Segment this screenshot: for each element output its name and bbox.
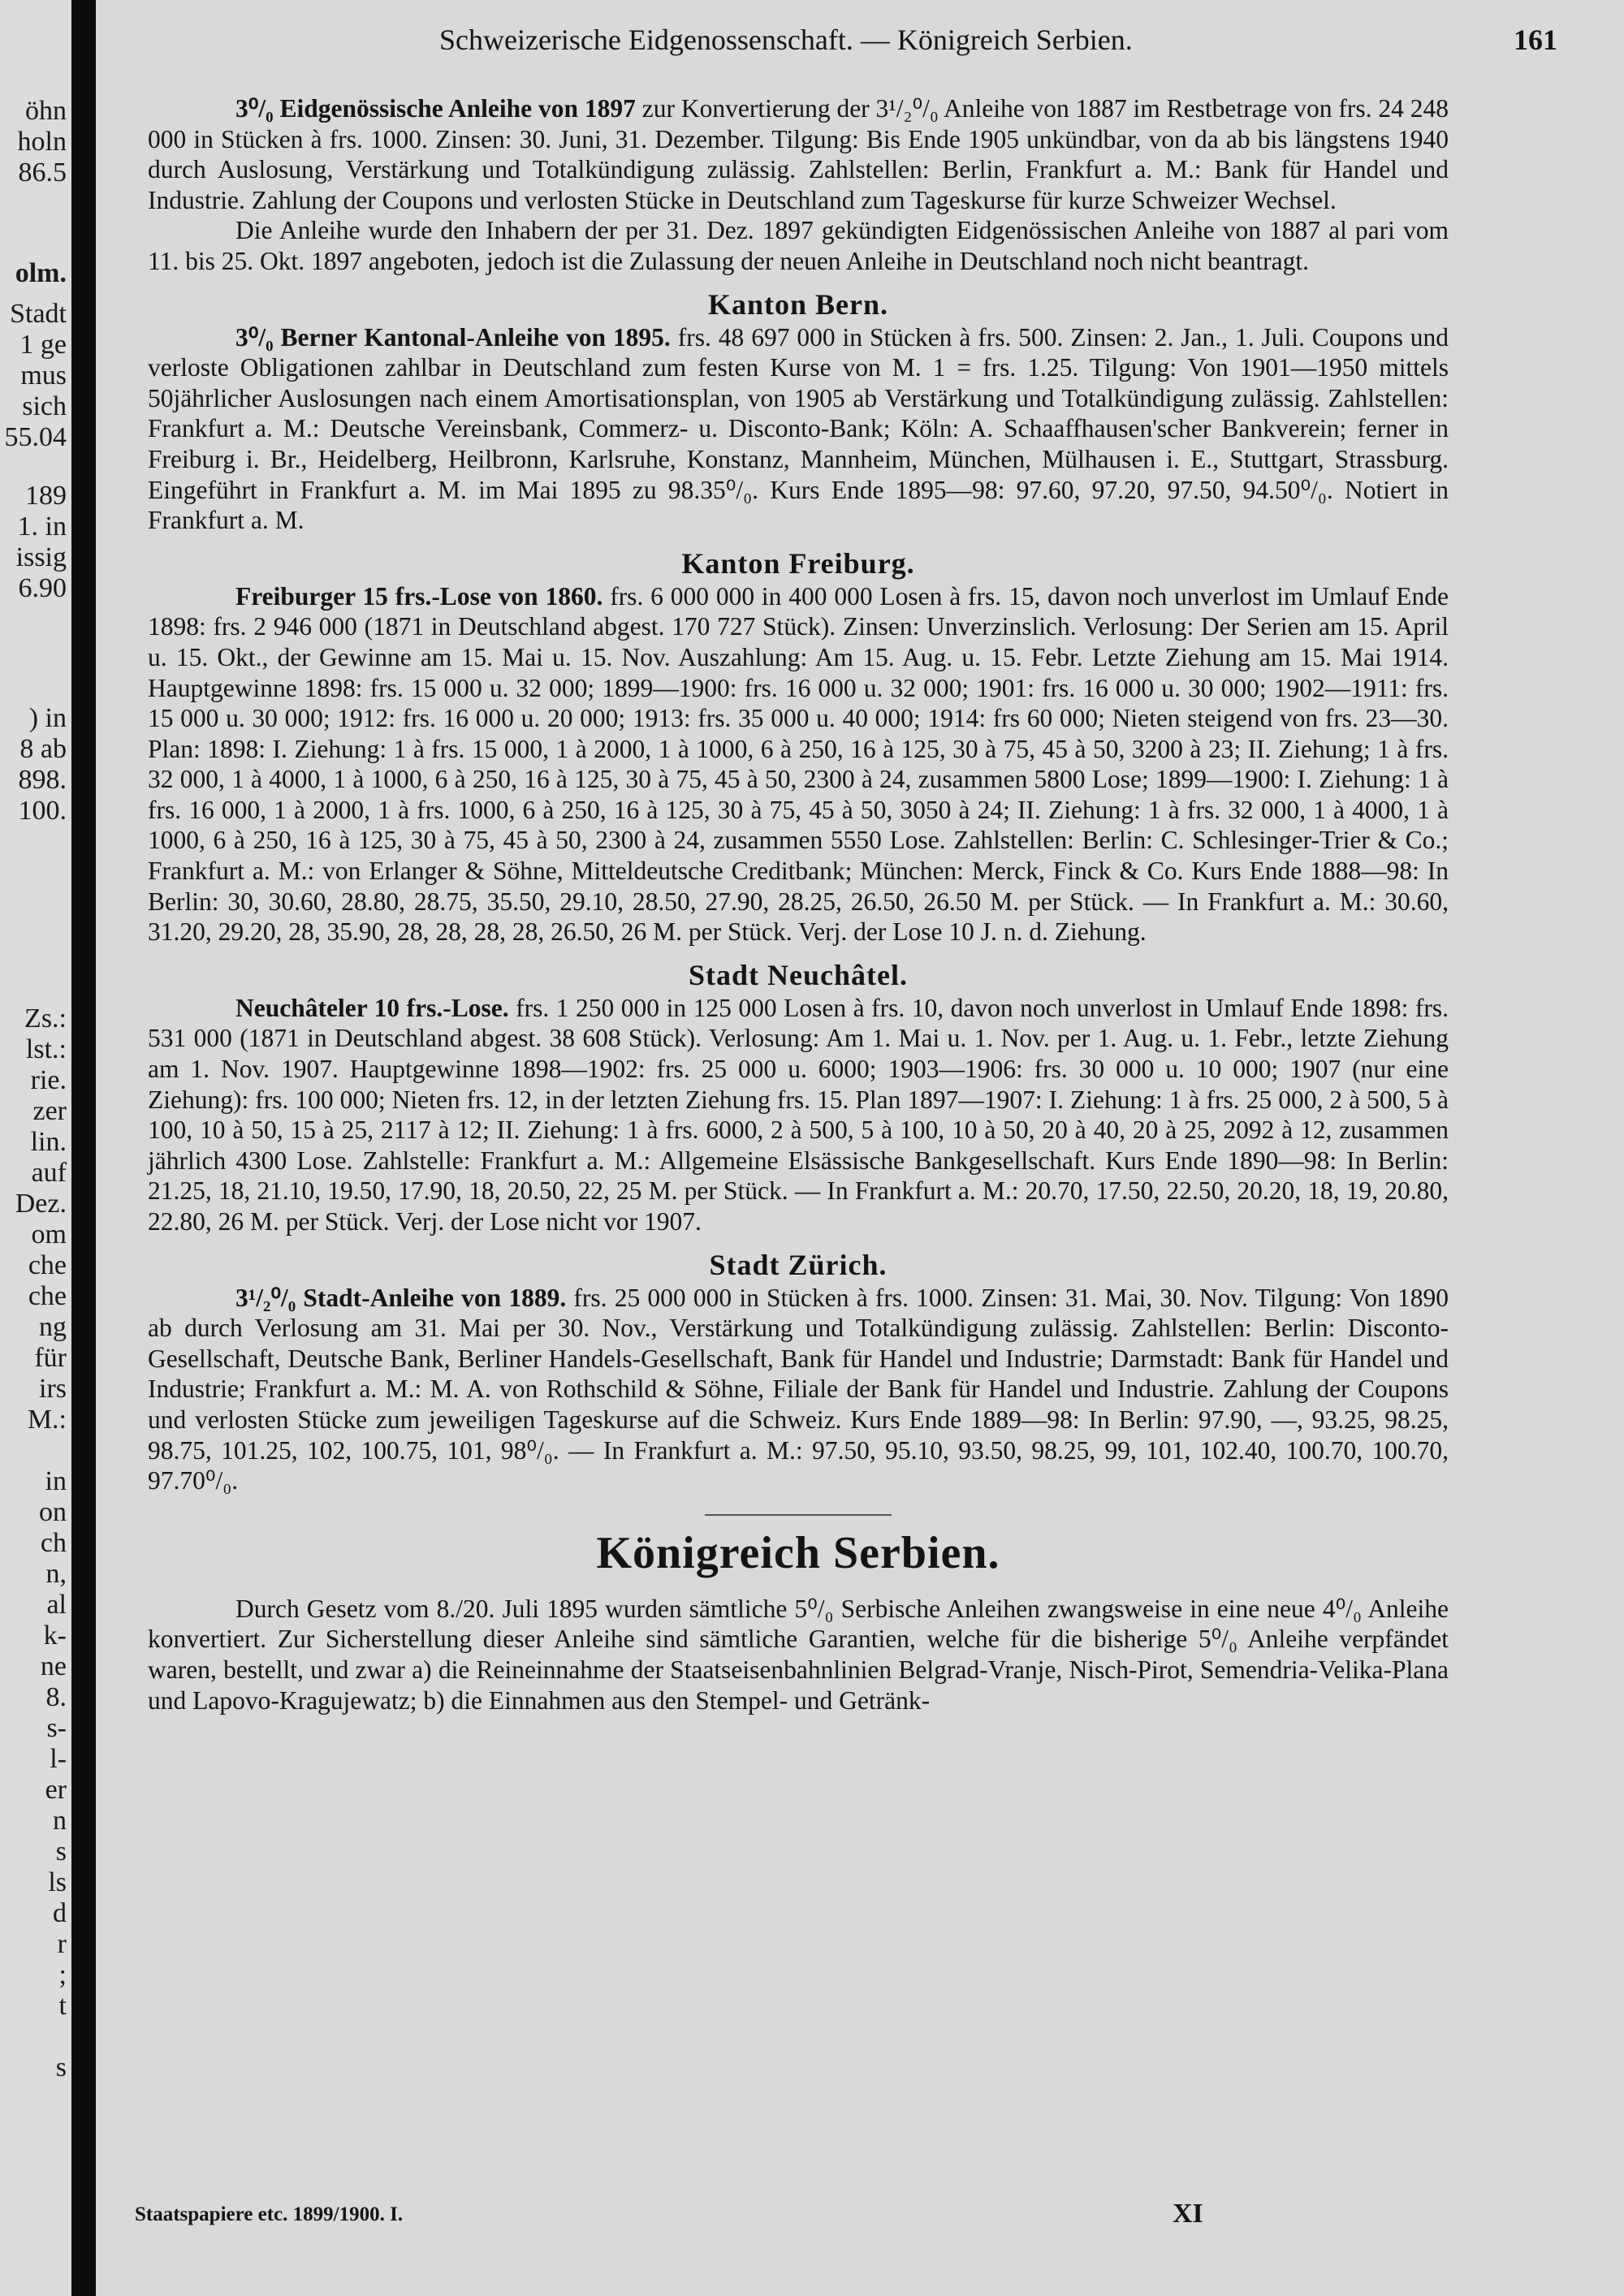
facing-page-fragment: M.: (27, 1405, 67, 1435)
facing-page-edge (0, 0, 71, 2296)
facing-page-fragment: r (57, 1929, 67, 1959)
facing-page-fragment: al (46, 1590, 67, 1620)
facing-page-fragment: sich (22, 391, 67, 421)
running-header (339, 23, 1557, 58)
facing-page-fragment: irs (39, 1374, 67, 1404)
facing-page-fragment: mus (20, 360, 67, 391)
entry-title: Neuchâteler 10 frs.-Lose. (235, 993, 509, 1022)
facing-page-fragment: zer (32, 1096, 67, 1126)
facing-page-fragment: 8. (45, 1682, 67, 1712)
section-heading: Kanton Freiburg. (681, 546, 915, 580)
entry-paragraph (148, 215, 1449, 276)
entry-title: 3⁰/₀ Eidgenössische Anleihe von 1897 (235, 94, 636, 123)
entry-paragraph (148, 581, 1449, 947)
section-kanton-bern (148, 288, 1449, 536)
facing-page-fragment: s- (46, 1713, 67, 1743)
facing-page-fragment: om (31, 1219, 67, 1249)
facing-page-fragment: olm. (15, 258, 67, 288)
facing-page-fragment: ls (48, 1867, 67, 1897)
section-stadt-neuchatel (148, 959, 1449, 1237)
section-heading: Kanton Bern. (707, 287, 889, 321)
entry-text: frs. 48 697 000 in Stücken à frs. 500. Zinsen: 2. Jan., 1. Juli. Coupons und verloste Obligationen zahlbar in Deutschland zum festen Kurse von M. 1 = frs. 1.25. Tilgung: Von 1901—1950 mittels 50jährlicher Auslosungen nach einem Amortisationsplan, von 1905 ab Verstärkung und Totalkündigung zulässig. Zahlstellen: Frankfurt a. M.: Deutsche Vereinsbank, Commerz- u. Disconto-Bank; Köln: A. Schaaffhausen'scher Bankverein; ferner in Freiburg i. Br., Heidelberg, Heilbronn, Karlsruhe, Konstanz, Mannheim, München, Mülhausen i. E., Stuttgart, Strassburg. Eingeführt in Frankfurt a. M. im Mai 1895 zu 98.35⁰/₀. Kurs Ende 1895—98: 97.60, 97.20, 97.50, 94.50⁰/₀. Notiert in Frankfurt a. M. (148, 322, 1449, 535)
facing-page-fragment: lst.: (25, 1034, 67, 1064)
facing-page-fragment: che (28, 1281, 67, 1311)
facing-page-fragment: Stadt (10, 299, 67, 329)
facing-page-fragment: che (28, 1250, 67, 1280)
facing-page-fragment: rie. (30, 1065, 67, 1095)
running-title: Schweizerische Eidgenossenschaft. — Königreich Serbien. (439, 24, 1133, 56)
facing-page-fragment: Zs.: (24, 1003, 67, 1034)
footer-sheet-number: XI (1173, 2199, 1203, 2229)
entry-title: 3¹/₂⁰/₀ Stadt-Anleihe von 1889. (235, 1283, 567, 1312)
entry-paragraph (148, 322, 1449, 536)
entry-paragraph (148, 1283, 1449, 1496)
footer-signature: Staatspapiere etc. 1899/1900. I. (135, 2203, 404, 2225)
facing-page-fragment: auf (31, 1158, 67, 1188)
facing-page-fragment: ) in (28, 703, 67, 733)
facing-page-fragment: 8 ab (19, 734, 67, 764)
section-stadt-zurich (148, 1249, 1449, 1496)
facing-page-fragment: t (58, 1991, 67, 2021)
facing-page-fragment: in (45, 1466, 67, 1496)
facing-page-fragment: 1 ge (19, 330, 67, 360)
facing-page-fragment: er (45, 1775, 67, 1805)
section-divider (705, 1514, 892, 1516)
facing-page-fragment: n (53, 1806, 67, 1836)
section-kanton-freiburg (148, 547, 1449, 947)
country-heading: Königreich Serbien. (596, 1527, 1000, 1578)
entry-title: Freiburger 15 frs.-Lose von 1860. (235, 581, 603, 611)
entry-title: 3⁰/₀ Berner Kantonal-Anleihe von 1895. (235, 322, 671, 352)
facing-page-fragment: s (55, 2052, 67, 2082)
facing-page-fragment: d (53, 1898, 67, 1928)
book-gutter (71, 0, 96, 2296)
section-serbien (148, 1527, 1449, 1716)
facing-page-fragment: 1. in (17, 511, 67, 542)
facing-page-fragment: 898. (18, 765, 67, 795)
entry-text: zur Konvertierung der 3¹/₂⁰/₀ Anleihe von 1887 im Restbetrage von frs. 24 248 000 in Stücken à frs. 1000. Zinsen: 30. Juni, 31. Dezember. Tilgung: Bis Ende 1905 unkündbar, von da ab bis längstens 1940 durch Auslosung, Verstärkung und Totalkündigung zulässig. Zahlstellen: Berlin, Frankfurt a. M.: Bank für Handel und Industrie. Zahlung der Coupons und verlosten Stücke in Deutschland zum Tageskurse für kurze Schweizer Wechsel. (148, 94, 1449, 214)
facing-page-fragment: 100. (18, 796, 67, 826)
facing-page-fragment: für (34, 1343, 67, 1373)
facing-page-fragment: öhn (25, 96, 67, 126)
facing-page-fragment: ch (40, 1528, 67, 1558)
facing-page-fragment: 189 (25, 481, 67, 511)
section-eidgenossenschaft (148, 93, 1449, 277)
page-body (148, 93, 1449, 1716)
facing-page-fragment: lin. (30, 1127, 67, 1157)
entry-paragraph (148, 93, 1449, 215)
entry-paragraph (148, 993, 1449, 1237)
entry-text: frs. 1 250 000 in 125 000 Losen à frs. 10, davon noch unverlost in Umlauf Ende 1898: frs. 531 000 (1871 in Deutschland abgest. 38 608 Stück). Verlosung: Am 1. Mai u. 1. Nov. per 1. Aug. u. 1. Febr., letzte Ziehung am 1. Nov. 1907. Hauptgewinne 1898—1902: frs. 25 000 u. 6000; 1903—1906: frs. 30 000 u. 10 000; 1907 (nur eine Ziehung): frs. 100 000; Nieten frs. 12, in der letzten Ziehung frs. 15. Plan 1897—1907: I. Ziehung: 1 à frs. 25 000, 2 à 500, 5 à 100, 10 à 50, 15 à 25, 2117 à 12; II. Ziehung: 1 à frs. 6000, 2 à 500, 5 à 100, 10 à 50, 20 à 40, 20 à 25, 2092 à 12, zusammen jährlich 4300 Lose. Zahlstelle: Frankfurt a. M.: Allgemeine Elsässische Bankgesellschaft. Kurs Ende 1890—98: In Berlin: 21.25, 18, 21.10, 19.50, 17.90, 18, 20.50, 22, 25 M. per Stück. — In Frankfurt a. M.: 20.70, 17.50, 22.50, 20.20, 18, 19, 20.80, 22.80, 26 M. per Stück. Verj. der Lose nicht vor 1907. (148, 993, 1449, 1236)
facing-page-fragment: on (39, 1497, 67, 1527)
facing-page-fragment: 55.04 (4, 422, 67, 452)
page-footer (135, 2199, 1272, 2231)
facing-page-fragment: ng (39, 1312, 67, 1342)
entry-text: frs. 6 000 000 in 400 000 Losen à frs. 15, davon noch unverlost im Umlauf Ende 1898: frs. 2 946 000 (1871 in Deutschland abgest. 170 727 Stück). Zinsen: Unverzinslich. Verlosung: Der Serien am 15. April u. 15. Okt., der Gewinne am 15. Mai u. 15. Nov. Auszahlung: Am 15. Aug. u. 15. Febr. Letzte Ziehung am 15. Mai 1914. Hauptgewinne 1898: frs. 15 000 u. 32 000; 1899—1900: frs. 16 000 u. 32 000; 1901: frs. 16 000 u. 30 000; 1902—1911: frs. 15 000 u. 30 000; 1912: frs. 16 000 u. 20 000; 1913: frs. 35 000 u. 40 000; 1914: frs 60 000; Nieten steigend von frs. 23—30. Plan: 1898: I. Ziehung: 1 à frs. 15 000, 1 à 2000, 1 à 1000, 6 à 250, 16 à 125, 30 à 75, 45 à 50, 3200 à 23; II. Ziehung; 1 à frs. 32 000, 1 à 4000, 1 à 1000, 6 à 250, 16 à 125, 30 à 75, 45 à 50, 2300 à 24, zusammen 5800 Lose; 1899—1900: I. Ziehung: 1 à frs. 16 000, 1 à 2000, 1 à frs. 1000, 6 à 250, 16 à 125, 30 à 75, 45 à 50, 3050 à 24; II. Ziehung: 1 à frs. 32 000, 1 à 4000, 1 à 1000, 6 à 250, 16 à 125, 30 à 75, 45 à 50, 2300 à 24, zusammen 5550 Lose. Zahlstellen: Berlin: C. Schlesinger-Trier & Co.; Frankfurt a. M.: von Erlanger & Söhne, Mitteldeutsche Creditbank; München: Merck, Finck & Co. Kurs Ende 1888—98: In Berlin: 30, 30.60, 28.80, 28.75, 35.50, 29.10, 28.50, 27.90, 28.25, 26.50, 26.50 M. per Stück. — In Frankfurt a. M.: 30.60, 31.20, 29.20, 28, 35.90, 28, 28, 28, 28, 26.50, 26 M. per Stück. Verj. der Lose 10 J. n. d. Ziehung. (148, 581, 1449, 947)
facing-page-fragment: 86.5 (18, 158, 67, 188)
facing-page-fragment: n, (45, 1559, 67, 1589)
section-heading: Stadt Zürich. (709, 1248, 888, 1281)
facing-page-fragment: issig (15, 542, 67, 572)
facing-page-fragment: l- (50, 1744, 67, 1774)
facing-page-fragment: s (55, 1836, 67, 1867)
facing-page-fragment: k- (43, 1621, 67, 1651)
section-heading: Stadt Neuchâtel. (689, 958, 908, 991)
page-number: 161 (1514, 24, 1557, 56)
book-page (96, 0, 1624, 2296)
entry-text: Durch Gesetz vom 8./20. Juli 1895 wurden sämtliche 5⁰/₀ Serbische Anleihen zwangsweise in eine neue 4⁰/₀ Anleihe konvertiert. Zur Sicherstellung dieser Anleihe sind sämtliche Garantien, welche für die bisherige 5⁰/₀ Anleihe verpfändet waren, bestellt, und zwar a) die Reineinnahme der Staatseisenbahnlinien Belgrad-Vranje, Nisch-Pirot, Semendria-Velika-Plana und Lapovo-Kragujewatz; b) die Einnahmen aus den Stempel- und Getränk- (148, 1594, 1449, 1715)
facing-page-fragment: ne (40, 1651, 67, 1681)
facing-page-fragment: ; (58, 1960, 67, 1990)
entry-paragraph (148, 1594, 1449, 1716)
entry-text: frs. 25 000 000 in Stücken à frs. 1000. Zinsen: 31. Mai, 30. Nov. Tilgung: Von 1890 ab durch Verlosung am 31. Mai per 30. Nov., Verstärkung und Totalkündigung zulässig. Zahlstellen: Berlin: Disconto-Gesellschaft, Deutsche Bank, Berliner Handels-Gesellschaft, Bank für Handel und Industrie; Darmstadt: Bank für Handel und Industrie; Frankfurt a. M.: M. A. von Rothschild & Söhne, Filiale der Bank für Handel und Industrie. Zahlung der Coupons und verlosten Stücke zum jeweiligen Tageskurse auf die Schweiz. Kurs Ende 1889—98: In Berlin: 97.90, —, 93.25, 98.25, 98.75, 101.25, 102, 100.75, 101, 98⁰/₀. — In Frankfurt a. M.: 97.50, 95.10, 93.50, 98.25, 99, 101, 102.40, 100.70, 100.70, 97.70⁰/₀. (148, 1283, 1449, 1495)
facing-page-fragment: 6.90 (18, 573, 67, 603)
entry-text: Die Anleihe wurde den Inhabern der per 31. Dez. 1897 gekündigten Eidgenössischen Anleihe von 1887 al pari vom 11. bis 25. Okt. 1897 angeboten, jedoch ist die Zulassung der neuen Anleihe in Deutschland noch nicht beantragt. (148, 216, 1449, 275)
facing-page-fragment: holn (17, 127, 67, 157)
facing-page-fragment: Dez. (15, 1189, 67, 1219)
